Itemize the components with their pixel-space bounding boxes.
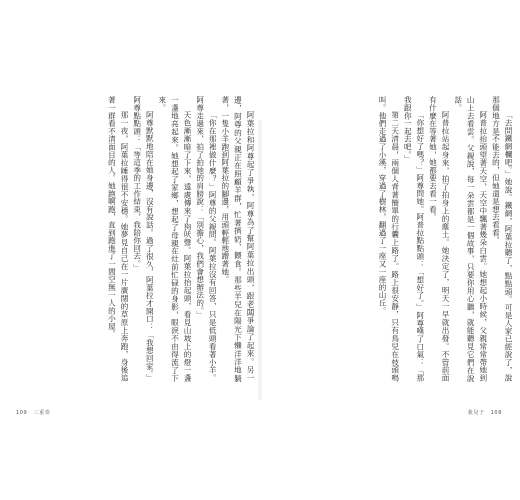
left-page-folio — [16, 409, 50, 416]
paragraph: 天色漸漸暗了下來，遠處傳來了狗吠聲。阿葉拉抬起頭，看見山坡上的燈一盞一盞地亮起來。她想起了家鄉，想起了母親在灶前忙碌的身影，眼淚不由得流了下來。 — [157, 96, 193, 382]
running-title: 我兒子 — [467, 410, 485, 416]
paragraph: 「去問鐵網欄吧。」她說。鐵網，阿葉拉聽了，點點頭。可是人家已經說了，說那個地方是不能去的，但她還是想去看看。 — [491, 96, 513, 382]
paragraph: 那一夜，阿葉拉睡得很不安穩。她夢見自己在一片廣闊的草原上奔跑，身後追著一群看不清面目的人。她跑啊跑，直到跑進了一間空無一人的小屋。 — [107, 96, 130, 382]
paragraph: 第二天清晨，兩個人背著簡單的行囊上路了。路上很安靜，只有鳥兒在枝頭鳴叫。他們走過了小溪，穿過了樹林，翻過了一座又一座的山丘。 — [378, 96, 400, 382]
left-page-text — [14, 96, 256, 382]
right-page — [262, 0, 520, 500]
paragraph: 阿葉拉和阿尊起了爭執，阿尊為了幫阿葉拉出頭，跟老闆爭論了起來。另一邊，阿尊的父親正在照顧羊群，忙著擠奶、餵食。那些羊兒在陽光下懶洋洋地躺著，一隻小羊跑到阿葉拉的腳邊，用頭輕輕地蹭著她。 — [220, 96, 255, 382]
paragraph: 阿普拉抬頭望著天空，天空中飄著幾朵白雲。她想起小時候，父親常常帶她到山上去看雲。父親說，每一朵雲都是一個故事，只要你用心聽，就能聽見它們在說話。 — [453, 96, 488, 382]
right-page-text — [266, 96, 514, 382]
right-page-folio — [468, 409, 502, 416]
paragraph: 「你想好了嗎？」阿尊問她。阿普拉點點頭：「想好了。」阿尊嘆了口氣：「那我跟你一起去吧。」 — [403, 96, 425, 382]
page-number: 109 — [16, 410, 28, 416]
left-page — [0, 0, 258, 500]
paragraph: 阿普拉站起身來，拍了拍身上的塵土。她決定了，明天一早就出發。不管前面有什麼在等著她，她都要去看一看。 — [428, 96, 451, 382]
paragraph: 阿尊默默地陪在她身邊，沒有說話。過了很久，阿葉拉才開口：「我想回家。」阿尊點點頭：「等這季的工作結束，我陪你回去。」 — [132, 96, 155, 382]
paragraph: 「你在那裡做什麼？」阿尊的父親問。阿葉拉沒有回答，只是低頭看著小羊。阿尊走過來，拍了拍她的肩膀說：「別擔心，我們會想辦法的。」 — [195, 96, 218, 382]
page-number: 108 — [490, 410, 502, 416]
running-title: 三重奏 — [33, 410, 51, 416]
